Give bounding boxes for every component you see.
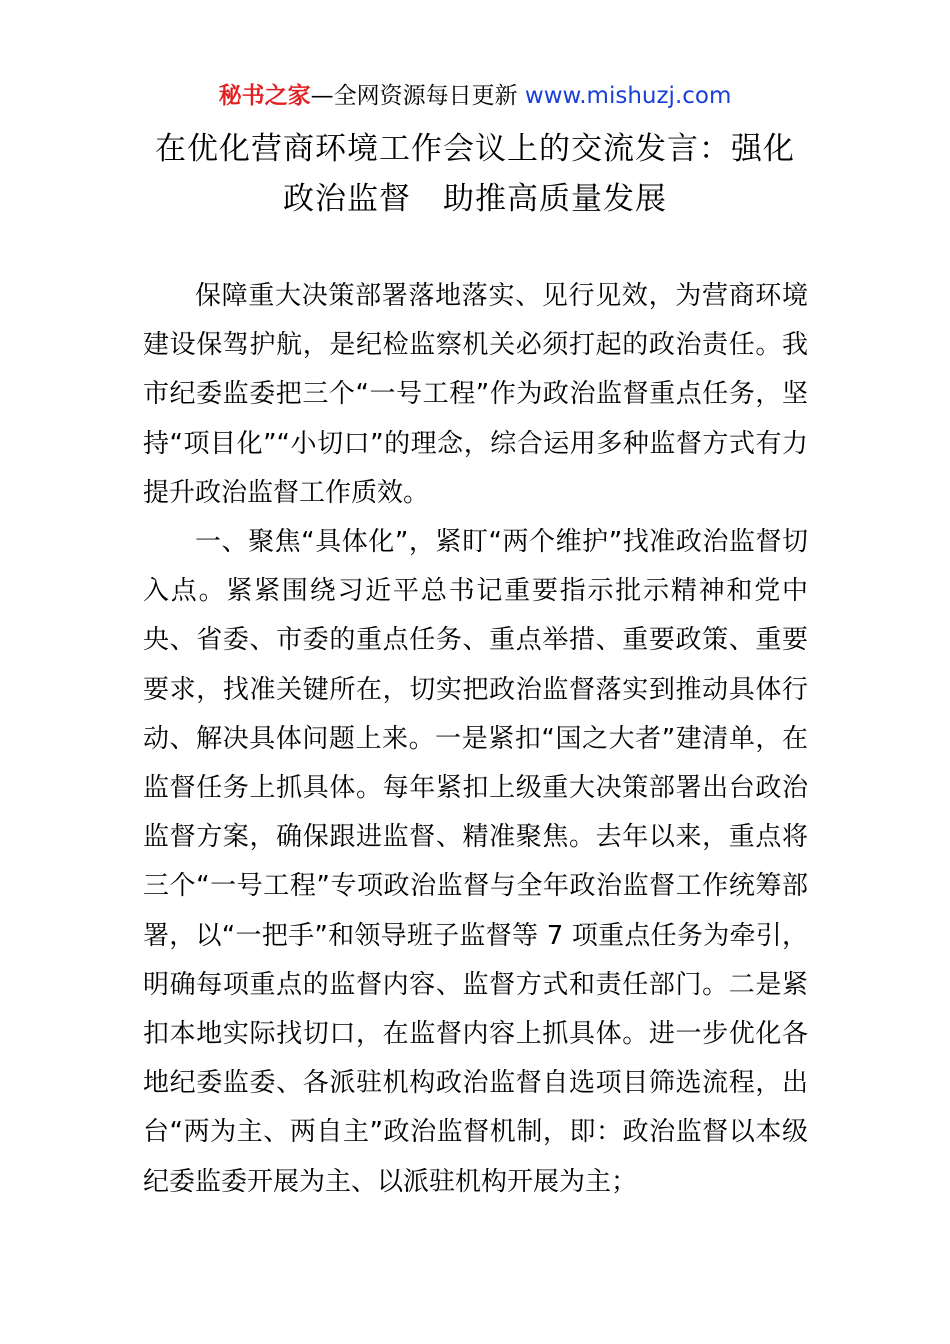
site-tagline: —全网资源每日更新 bbox=[310, 83, 525, 109]
paragraph-intro: 保障重大决策部署落地落实、见行见效，为营商环境建设保驾护航，是纪检监察机关必须打起的政治责任。我市纪委监委把三个“一号工程”作为政治监督重点任务，坚持“项目化”“小切口”的理念，综合运用多种监督方式有力提升政治监督工作质效。 bbox=[143, 281, 808, 508]
title-line-2: 政治监督 助推高质量发展 bbox=[283, 181, 667, 217]
site-header bbox=[0, 80, 950, 112]
site-url-link[interactable]: www.mishuzj.com bbox=[524, 83, 732, 109]
document-body bbox=[143, 272, 808, 1207]
title-line-1: 在优化营商环境工作会议上的交流发言：强化 bbox=[155, 131, 795, 167]
paragraph-section-1: 一、聚焦“具体化”，紧盯“两个维护”找准政治监督切入点。紧紧围绕习近平总书记重要指示批示精神和党中央、省委、市委的重点任务、重点举措、重要政策、重要要求，找准关键所在，切实把政治监督落实到推动具体行动、解决具体问题上来。一是紧扣“国之大者”建清单，在监督任务上抓具体。每年紧扣上级重大决策部署出台政治监督方案，确保跟进监督、精准聚焦。去年以来，重点将三个“一号工程”专项政治监督与全年政治监督工作统筹部署，以“一把手”和领导班子监督等 7 项重点任务为牵引，明确每项重点的监督内容、监督方式和责任部门。二是紧扣本地实际找切口，在监督内容上抓具体。进一步优化各地纪委监委、各派驻机构政治监督自选项目筛选流程，出台“两为主、两自主”政治监督机制，即：政治监督以本级纪委监委开展为主、以派驻机构开展为主； bbox=[143, 527, 808, 1197]
document-title bbox=[110, 124, 840, 224]
brand-name: 秘书之家 bbox=[218, 83, 311, 109]
